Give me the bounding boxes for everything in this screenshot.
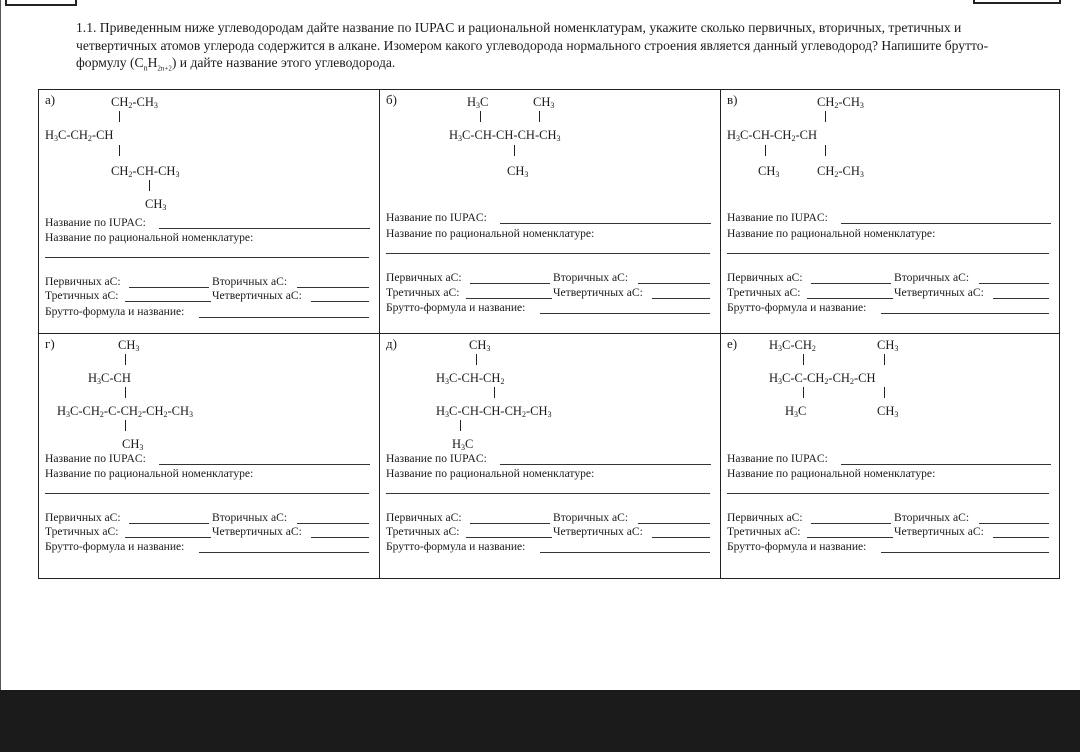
primary-label: Первичных аС: xyxy=(45,511,121,524)
tertiary-answer-line[interactable] xyxy=(125,537,211,538)
cell-letter: б) xyxy=(386,92,397,107)
tertiary-answer-line[interactable] xyxy=(807,298,893,299)
iupac-label: Название по IUPAC: xyxy=(386,452,487,465)
cell-letter: а) xyxy=(45,92,56,107)
secondary-label: Вторичных аС: xyxy=(553,511,629,524)
secondary-answer-line[interactable] xyxy=(979,283,1049,284)
primary-label: Первичных аС: xyxy=(45,275,121,288)
quaternary-answer-line[interactable] xyxy=(652,298,710,299)
cell-letter: е) xyxy=(727,336,738,351)
secondary-label: Вторичных аС: xyxy=(212,275,288,288)
brutto-answer-line[interactable] xyxy=(540,552,710,553)
cell-e: е) $H_3C-CH_2$ $CH_3$ $H_3C-C-CH_2-CH_2-CH$ $H_3C$ $CH_3$ Название по IUPAC: Название по рациональной номенклатуре: Первичных аС: Вторичных аС: Третичных аС: Четвертичных аС: Брутто-формула и название: xyxy=(720,333,1060,579)
secondary-label: Вторичных аС: xyxy=(894,511,970,524)
brutto-label: Брутто-формула и название: xyxy=(386,540,526,553)
primary-answer-line[interactable] xyxy=(470,523,550,524)
rational-label: Название по рациональной номенклатуре: xyxy=(45,467,254,480)
rational-answer-line[interactable] xyxy=(45,493,369,494)
tertiary-answer-line[interactable] xyxy=(807,537,893,538)
primary-answer-line[interactable] xyxy=(129,523,209,524)
cell-c: в) $CH_2-CH_3$ $H_3C-CH-CH_2-CH$ $CH_3$ $CH_2-CH_3$ Название по IUPAC: Название по рациональной номенклатуре: Первичных аС: Вторичных аС: Третичных аС: Четвертичных аС: Брутто-формула и название: xyxy=(720,89,1060,334)
cell-d: д) $CH_3$ $H_3C-CH-CH_2$ $H_3C-CH-CH-CH_2-CH_3$ $H_3C$ Название по IUPAC: Название по рациональной номенклатуре: Первичных аС: Вторичных аС: Третичных аС: Четвертичных аС: Брутто-формула и название: xyxy=(379,333,721,579)
formula-sub-2n2: 2n+2 xyxy=(157,64,172,73)
rational-label: Название по рациональной номенклатуре: xyxy=(386,227,595,240)
primary-answer-line[interactable] xyxy=(470,283,550,284)
secondary-label: Вторичных аС: xyxy=(894,271,970,284)
brutto-answer-line[interactable] xyxy=(881,313,1049,314)
quaternary-label: Четвертичных аС: xyxy=(553,525,643,538)
rational-answer-line[interactable] xyxy=(45,257,369,258)
iupac-label: Название по IUPAC: xyxy=(45,452,146,465)
formula-h: H xyxy=(147,55,158,70)
tertiary-answer-line[interactable] xyxy=(125,301,211,302)
iupac-answer-line[interactable] xyxy=(500,464,711,465)
brutto-label: Брутто-формула и название: xyxy=(727,301,867,314)
secondary-answer-line[interactable] xyxy=(297,287,369,288)
secondary-answer-line[interactable] xyxy=(638,523,710,524)
iupac-answer-line[interactable] xyxy=(841,464,1051,465)
tertiary-label: Третичных аС: xyxy=(727,525,801,538)
primary-answer-line[interactable] xyxy=(811,523,891,524)
primary-label: Первичных аС: xyxy=(727,511,803,524)
tertiary-answer-line[interactable] xyxy=(466,537,552,538)
frame-corner-right xyxy=(973,0,1061,4)
secondary-label: Вторичных аС: xyxy=(553,271,629,284)
quaternary-answer-line[interactable] xyxy=(993,298,1049,299)
brutto-answer-line[interactable] xyxy=(199,317,369,318)
secondary-answer-line[interactable] xyxy=(979,523,1049,524)
tertiary-label: Третичных аС: xyxy=(45,289,119,302)
iupac-label: Название по IUPAC: xyxy=(727,452,828,465)
primary-label: Первичных аС: xyxy=(386,511,462,524)
quaternary-answer-line[interactable] xyxy=(993,537,1049,538)
primary-label: Первичных аС: xyxy=(727,271,803,284)
tertiary-label: Третичных аС: xyxy=(386,525,460,538)
quaternary-answer-line[interactable] xyxy=(311,301,369,302)
rational-answer-line[interactable] xyxy=(727,253,1049,254)
cell-letter: д) xyxy=(386,336,397,351)
iupac-label: Название по IUPAC: xyxy=(727,211,828,224)
secondary-answer-line[interactable] xyxy=(297,523,369,524)
cell-a: а) $CH_2-CH_3$ $H_3C-CH_2-CH$ $CH_2-CH-CH_3$ $CH_3$ Название по IUPAC: Название по рациональной номенклатуре: Первичных аС: Вторичных аС: Третичных аС: Четвертичных аС: Брутто-формула и название: xyxy=(38,89,380,334)
quaternary-label: Четвертичных аС: xyxy=(894,525,984,538)
cell-b: б) $H_3C$ $CH_3$ $H_3C-CH-CH-CH-CH_3$ $CH_3$ Название по IUPAC: Название по рациональной номенклатуре: Первичных аС: Вторичных аС: Третичных аС: Четвертичных аС: Брутто-формула и название: xyxy=(379,89,721,334)
structures-table xyxy=(38,89,1060,579)
primary-label: Первичных аС: xyxy=(386,271,462,284)
tertiary-answer-line[interactable] xyxy=(466,298,552,299)
task-text-main: Приведенным ниже углеводородам дайте название по IUPAC и рациональной номенклатурам, укажите сколько первичных, вторичных, третичных и четвертичных атомов углерода содержится в алкане. Изомером какого углеводорода нормального строения является данный углеводород? Напишите брутто-формулу (C xyxy=(76,20,989,70)
quaternary-label: Четвертичных аС: xyxy=(894,286,984,299)
iupac-answer-line[interactable] xyxy=(159,464,370,465)
quaternary-label: Четвертичных аС: xyxy=(553,286,643,299)
secondary-answer-line[interactable] xyxy=(638,283,710,284)
quaternary-label: Четвертичных аС: xyxy=(212,525,302,538)
secondary-label: Вторичных аС: xyxy=(212,511,288,524)
cell-letter: г) xyxy=(45,336,55,351)
quaternary-label: Четвертичных аС: xyxy=(212,289,302,302)
rational-label: Название по рациональной номенклатуре: xyxy=(386,467,595,480)
primary-answer-line[interactable] xyxy=(129,287,209,288)
rational-answer-line[interactable] xyxy=(386,493,710,494)
screen-bottom-bar xyxy=(0,690,1080,752)
task-text xyxy=(76,19,1021,78)
rational-label: Название по рациональной номенклатуре: xyxy=(727,467,936,480)
quaternary-answer-line[interactable] xyxy=(652,537,710,538)
brutto-answer-line[interactable] xyxy=(199,552,369,553)
iupac-answer-line[interactable] xyxy=(500,223,711,224)
iupac-answer-line[interactable] xyxy=(159,228,370,229)
rational-label: Название по рациональной номенклатуре: xyxy=(45,231,254,244)
quaternary-answer-line[interactable] xyxy=(311,537,369,538)
brutto-label: Брутто-формула и название: xyxy=(45,540,185,553)
task-number: 1.1. xyxy=(76,20,97,35)
frame-corner-left xyxy=(5,0,77,6)
task-text-end: ) и дайте название этого углеводорода. xyxy=(171,55,396,70)
cell-letter: в) xyxy=(727,92,738,107)
tertiary-label: Третичных аС: xyxy=(727,286,801,299)
cell-g: г) $CH_3$ $H_3C-CH$ $H_3C-CH_2-C-CH_2-CH_2-CH_3$ $CH_3$ Название по IUPAC: Название по рациональной номенклатуре: Первичных аС: Вторичных аС: Третичных аС: Четвертичных аС: Брутто-формула и название: xyxy=(38,333,380,579)
rational-answer-line[interactable] xyxy=(727,493,1049,494)
formula-sub-n: n xyxy=(143,63,148,73)
brutto-answer-line[interactable] xyxy=(881,552,1049,553)
tertiary-label: Третичных аС: xyxy=(386,286,460,299)
rational-label: Название по рациональной номенклатуре: xyxy=(727,227,936,240)
brutto-label: Брутто-формула и название: xyxy=(386,301,526,314)
iupac-label: Название по IUPAC: xyxy=(386,211,487,224)
tertiary-label: Третичных аС: xyxy=(45,525,119,538)
iupac-label: Название по IUPAC: xyxy=(45,216,146,229)
brutto-label: Брутто-формула и название: xyxy=(45,305,185,318)
primary-answer-line[interactable] xyxy=(811,283,891,284)
brutto-label: Брутто-формула и название: xyxy=(727,540,867,553)
brutto-answer-line[interactable] xyxy=(540,313,710,314)
rational-answer-line[interactable] xyxy=(386,253,710,254)
iupac-answer-line[interactable] xyxy=(841,223,1051,224)
